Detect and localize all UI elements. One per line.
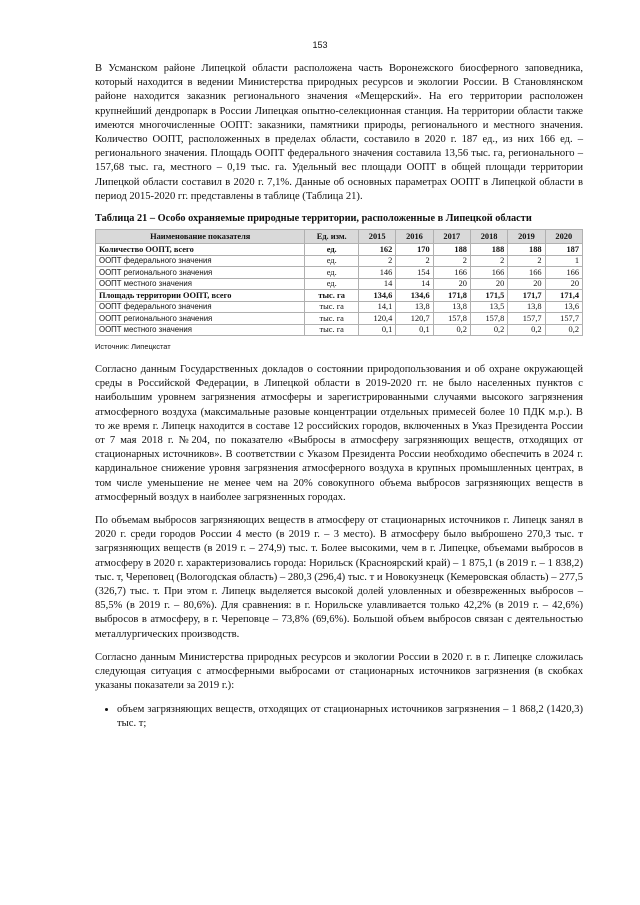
row-value: 166 [545,267,582,279]
row-value: 0,2 [470,324,507,336]
row-value: 187 [545,244,582,256]
page-number: 153 [312,40,328,50]
row-value: 157,8 [433,313,470,325]
row-value: 171,8 [433,290,470,302]
row-value: 157,7 [508,313,545,325]
row-unit: тыс. га [305,301,359,313]
row-unit: тыс. га [305,313,359,325]
table-row [96,290,583,302]
table-row [96,301,583,313]
row-value: 13,5 [470,301,507,313]
row-value: 188 [470,244,507,256]
paragraph-ministry: Согласно данным Министерства природных ресурсов и экологии России в 2020 г. в г. Липецке сложилась следующая ситуация с атмосферными выбросами от стационарных источников загрязнения (в скобках указаны показатели за 2019 г.): [95,651,583,692]
row-value: 0,2 [545,324,582,336]
row-value: 171,7 [508,290,545,302]
row-value: 20 [545,278,582,290]
row-indicator-name: ООПТ федерального значения [96,255,305,267]
row-value: 166 [470,267,507,279]
row-value: 13,8 [396,301,433,313]
list-item: • объем загрязняющих веществ, отходящих от стационарных источников загрязнения – 1 868,2 (1420,3) тыс. т; [117,703,583,731]
table-header-row [96,230,583,244]
row-value: 188 [433,244,470,256]
row-value: 0,1 [396,324,433,336]
header-year: 2019 [508,230,545,244]
row-value: 13,6 [545,301,582,313]
table-row [96,244,583,256]
row-value: 14,1 [358,301,395,313]
row-value: 0,2 [508,324,545,336]
row-value: 14 [358,278,395,290]
table-title: Таблица 21 – Особо охраняемые природные территории, расположенные в Липецкой области [95,213,532,225]
row-value: 188 [508,244,545,256]
row-value: 2 [508,255,545,267]
row-value: 13,8 [433,301,470,313]
table-row [96,324,583,336]
row-indicator-name: Количество ООПТ, всего [96,244,305,256]
header-year: 2018 [470,230,507,244]
page-content [95,62,583,731]
paragraph-intro: В Усманском районе Липецкой области расположена часть Воронежского биосферного заповедника, который находится в ведении Министерства природных ресурсов и экологии России. В Становлянском районе находится заказник регионального значения «Мещерский». На его территории расположен крупнейший дендропарк в России Липецкая опытно-селекционная станция. На территории области также имеются многочисленные ООПТ: заказники, памятники природы, регионального и местного значения. Количество ООПТ, расположенных в пределах области, составило в 2020 г. 187 ед., из них 166 ед. – регионального значения. Площадь ООПТ федерального значения составила 13,56 тыс. га, регионального – 157,68 тыс. га, местного – 0,19 тыс. га. Удельный вес площади ООПТ в общей площади территории Липецкой области составил в 2020 г. 7,1%. Данные об основных параметрах ООПТ в Липецкой области в период 2015-2020 гг. представлены в таблице (Таблица 21). [95,63,583,202]
row-value: 120,4 [358,313,395,325]
header-year: 2017 [433,230,470,244]
row-value: 120,7 [396,313,433,325]
row-indicator-name: ООПТ регионального значения [96,313,305,325]
row-value: 134,6 [396,290,433,302]
row-unit: ед. [305,244,359,256]
table-row [96,278,583,290]
row-value: 0,1 [358,324,395,336]
row-value: 166 [433,267,470,279]
row-value: 2 [433,255,470,267]
row-value: 170 [396,244,433,256]
row-value: 171,4 [545,290,582,302]
header-unit: Ед. изм. [305,230,359,244]
paragraph-pollution: Согласно данным Государственных докладов о состоянии природопользования и об охране окружающей среды в Российской Федерации, в Липецкой области в 2019-2020 гг. не было населенных пунктов с наибольшим уровнем загрязнения атмосферы и зарегистрированными случаями высокого загрязнения атмосферного воздуха (максимальные разовые концентрации отдельных примесей более 10 ПДК м.р.). В то же время г. Липецк находится в составе 12 российских городов, включенных в Указ Президента России от 7 мая 2018 г. №204, по показателю «Выбросы в атмосферу загрязняющих веществ, отходящих от стационарных источников». В соответствии с Указом Президента России необходимо обеспечить в 2024 г. кардинальное снижение уровня загрязнения атмосферного воздуха в крупных промышленных центрах, в том числе уменьшение не менее чем на 20% совокупного объема выбросов загрязняющих веществ в атмосферный воздух в наиболее загрязненных городах. [95,364,583,503]
table-source: Источник: Липецкстат [95,342,171,352]
header-year: 2015 [358,230,395,244]
row-unit: ед. [305,255,359,267]
row-value: 20 [508,278,545,290]
row-indicator-name: ООПТ местного значения [96,324,305,336]
row-value: 171,5 [470,290,507,302]
row-value: 162 [358,244,395,256]
row-value: 2 [470,255,507,267]
row-unit: ед. [305,267,359,279]
row-value: 146 [358,267,395,279]
row-value: 14 [396,278,433,290]
row-value: 157,8 [470,313,507,325]
header-year: 2020 [545,230,582,244]
header-year: 2016 [396,230,433,244]
row-value: 134,6 [358,290,395,302]
row-value: 166 [508,267,545,279]
paragraph-emissions: По объемам выбросов загрязняющих веществ в атмосферу от стационарных источников г. Липецк занял в 2020 г. среди городов России 4 место (в 2019 г. – 3 место). В атмосферу было выброшено 270,3 тыс. т загрязняющих веществ (в 2019 г. – 274,9) тыс. т. Более высокими, чем в г. Липецке, объемами выбросов в атмосферу в 2020 г. характеризовались города: Норильск (Красноярский край) – 1 875,1 (в 2019 г. – 1 838,2) тыс. т, Череповец (Вологодская область) – 280,3 (296,4) тыс. т и Новокузнецк (Кемеровская область) – 277,5 (326,7) тыс. т. При этом г. Липецк выделяется высокой долей уловленных и обезвреженных выбросов – 85,5% (в 2019 г. – 80,6%). Для сравнения: в г. Норильске улавливается только 42,2% (в 2019 г. – 42,6%) выбросов в атмосферу, в г. Череповце – 73,8% (69,6%). Большой объем выбросов связан с деятельностью металлургических производств. [95,515,583,640]
table-row [96,313,583,325]
row-indicator-name: ООПТ местного значения [96,278,305,290]
row-value: 2 [358,255,395,267]
row-indicator-name: ООПТ регионального значения [96,267,305,279]
table-row [96,267,583,279]
row-unit: тыс. га [305,324,359,336]
oopt-table [95,229,583,336]
row-value: 20 [470,278,507,290]
row-unit: ед. [305,278,359,290]
row-indicator-name: Площадь территории ООПТ, всего [96,290,305,302]
header-indicator: Наименование показателя [96,230,305,244]
row-indicator-name: ООПТ федерального значения [96,301,305,313]
row-value: 20 [433,278,470,290]
row-value: 13,8 [508,301,545,313]
row-value: 2 [396,255,433,267]
bullet-list [95,703,583,731]
table-row [96,255,583,267]
row-unit: тыс. га [305,290,359,302]
row-value: 154 [396,267,433,279]
row-value: 1 [545,255,582,267]
row-value: 0,2 [433,324,470,336]
row-value: 157,7 [545,313,582,325]
